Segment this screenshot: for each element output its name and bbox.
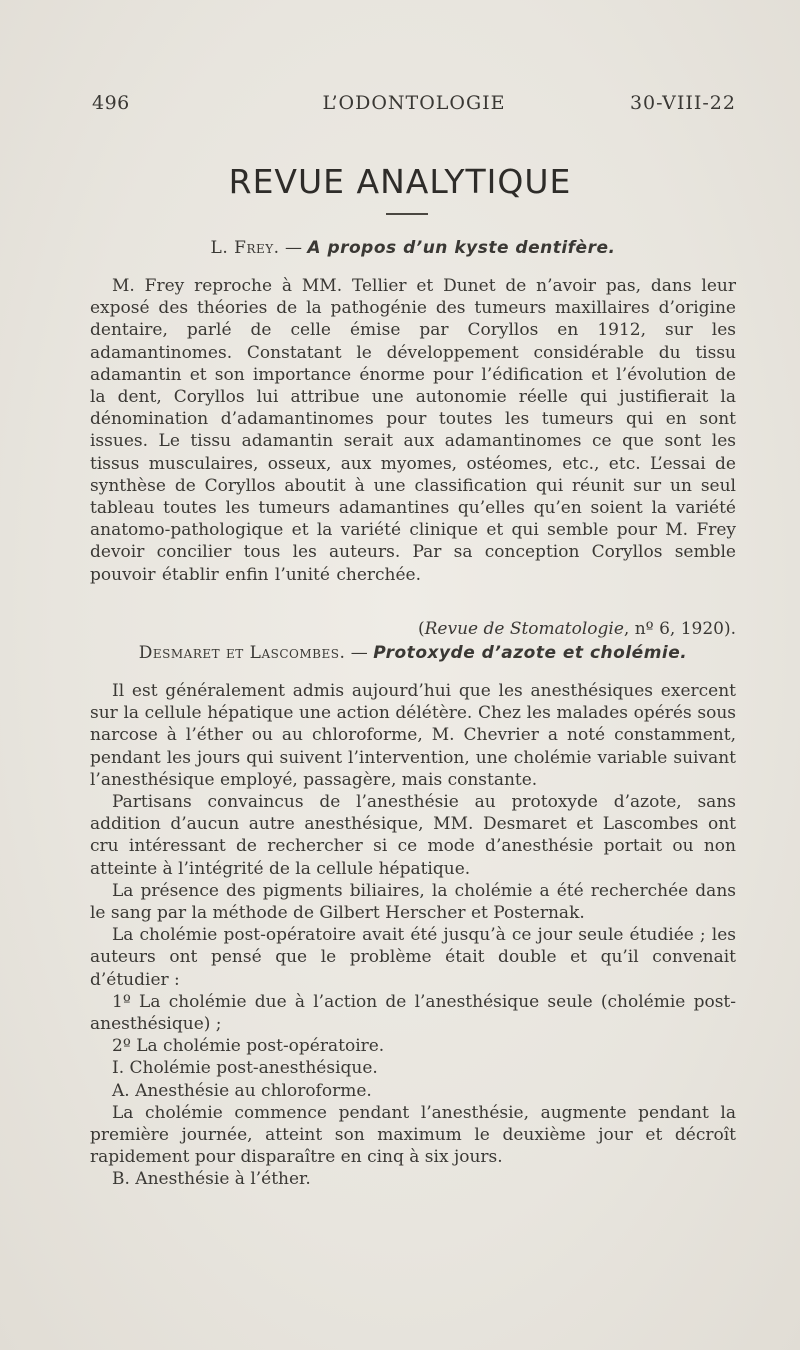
article-2-dash: — [350,643,368,663]
article-1-author: L. Frey. [210,238,280,258]
article-2-subsection-b: B. Anesthésie à l’éther. [112,1169,311,1190]
article-2-paragraph-3: La présence des pigments biliaires, la cholémie a été recherchée dans le sang par la méthode de Gilbert Herscher et Posternak. [90,880,736,924]
journal-name: L’ODONTOLOGIE [322,92,506,114]
citation-journal: Revue de Stomatologie [424,619,624,639]
article-2-paragraph-2: Partisans convaincus de l’anesthésie au protoxyde d’azote, sans addition d’aucun autre anesthésique, MM. Desmaret et Lascombes ont cru intéressant de rechercher si ce mode d’anesthésie portait ou non atteinte à l’intégrité de la cellule hépatique. [90,792,736,879]
article-1-paragraph: M. Frey reproche à MM. Tellier et Dunet de n’avoir pas, dans leur exposé des théories de la pathogénie des tumeurs maxillaires d’origine dentaire, parlé de celle émise par Coryllos en 1912, sur les adamantinomes. Constatant le développement considérable du tissu adamantin et son importance énorme pour l’édification et l’évolution de la dent, Coryllos lui attribue une autonomie réelle qui justifierait la dénomination d’adamantinomes pour toutes les tumeurs qui en sont issues. Le tissu adamantin serait aux adamantinomes ce que sont les tissus musculaires, osseux, aux myomes, ostéomes, etc., etc. L’essai de synthèse de Coryllos aboutit à une classification qui réunit sur un seul tableau toutes les tumeurs adamantines qu’elles qu’en soient la variété anatomo-pathologique et la variété clinique et qui semble pour M. Frey devoir concilier tous les auteurs. Par sa conception Coryllos semble pouvoir établir enfin l’unité cherchée. [90,276,736,585]
article-2-list-item-2: 2º La cholémie post-opératoire. [112,1036,385,1057]
article-2-title: Protoxyde d’azote et cholémie. [373,643,688,663]
article-1-heading [90,238,736,258]
title-rule [386,213,428,215]
article-2-paragraph-5: La cholémie commence pendant l’anesthésie, augmente pendant la première journée, atteint son maximum le deuxième jour et décroît rapidement pour disparaître en cinq à six jours. [90,1102,736,1168]
article-2-heading [90,643,736,663]
article-2-paragraph-4: La cholémie post-opératoire avait été jusqu’à ce jour seule étudiée ; les auteurs ont pensé que le problème était double et qu’il convenait d’étudier : [90,925,736,990]
page-number: 496 [92,92,130,114]
article-2-subsection-a: A. Anesthésie au chloroforme. [112,1080,372,1101]
article-2-section-heading: I. Cholémie post-anesthésique. [112,1058,378,1079]
article-2-paragraph-1: Il est généralement admis aujourd’hui que les anesthésiques exercent sur la cellule hépatique une action délétère. Chez les malades opérés sous narcose à l’éther ou au chloroforme, M. Chevrier a noté constamment, pendant les jours qui suivent l’intervention, une cholémie variable suivant l’anesthésique employé, passagère, mais constante. [90,681,736,790]
page-title: REVUE ANALYTIQUE [228,162,572,201]
article-1-title: A propos d’un kyste dentifère. [307,238,616,258]
article-2-body [90,680,736,1191]
article-1-citation [418,619,736,639]
article-2-list-item-1: 1º La cholémie due à l’action de l’anesthésique seule (cholémie post-anesthésique) ; [90,991,736,1035]
citation-open: ( [417,619,425,639]
article-1-body [90,275,736,586]
article-1-dash: — [284,238,302,258]
issue-date: 30-VIII-22 [629,92,736,114]
article-2-authors: Desmaret et Lascombes. [138,643,346,663]
citation-details: , nº 6, 1920). [623,619,736,639]
running-head [92,92,736,118]
